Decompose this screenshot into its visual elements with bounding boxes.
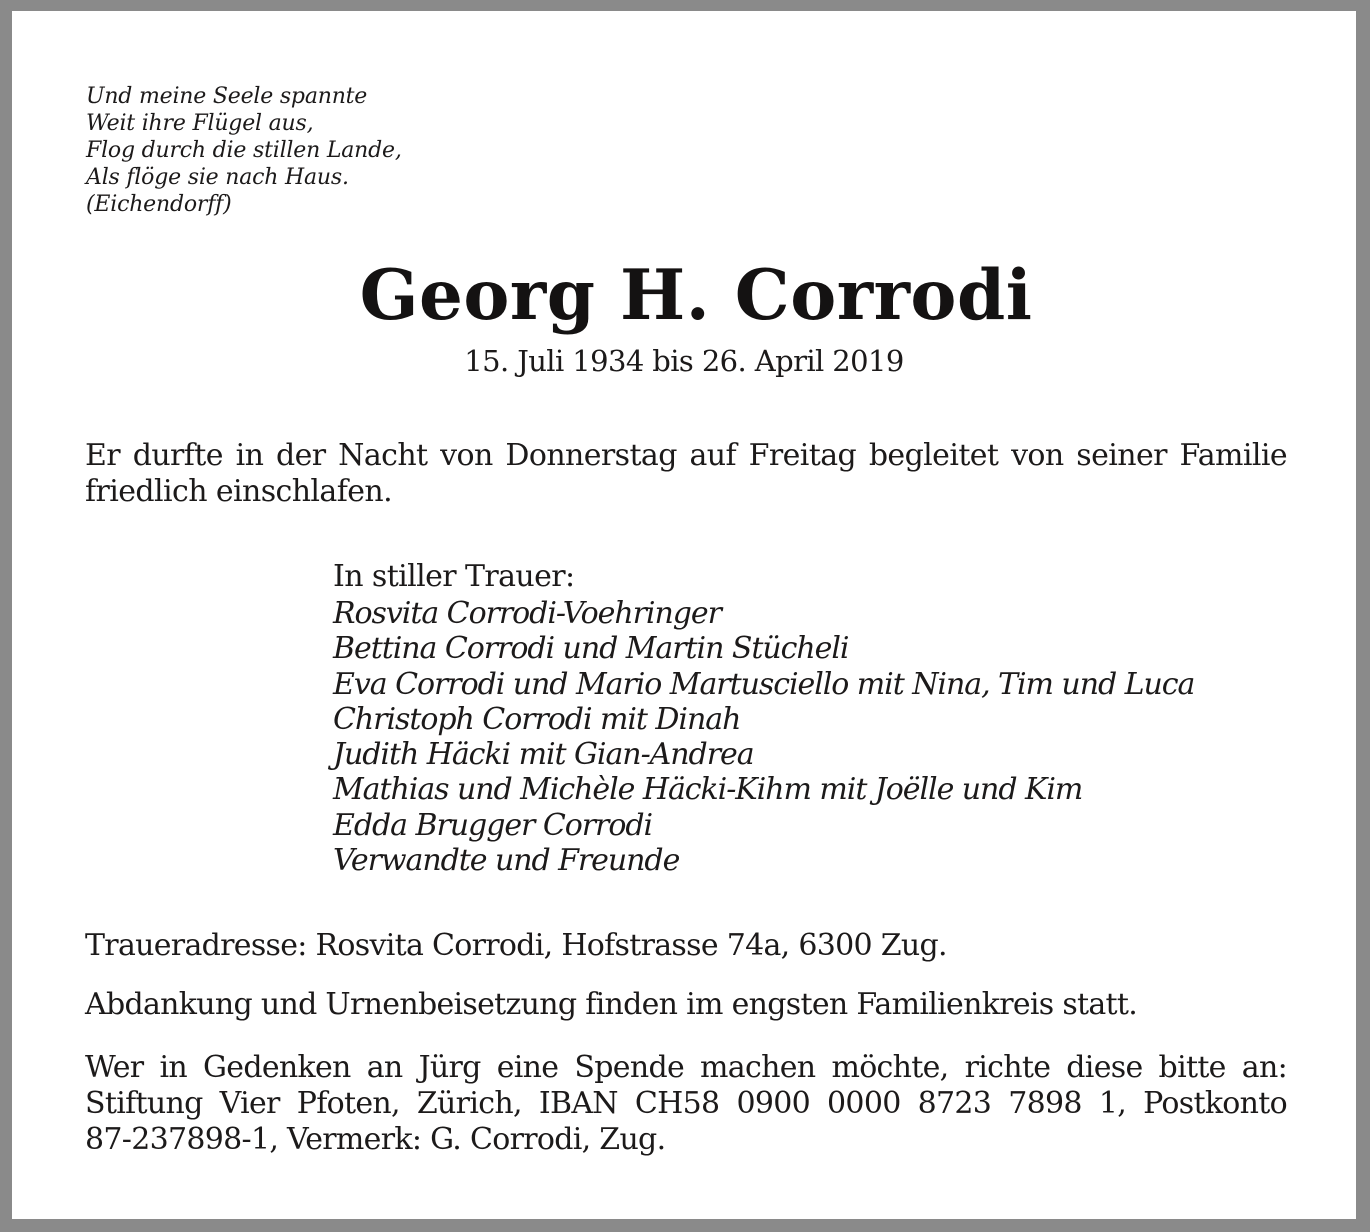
poem-quote (86, 83, 402, 218)
poem-line: Flog durch die stillen Lande, (86, 138, 402, 163)
poem-line: Und meine Seele spannte (86, 84, 368, 109)
mourner-name: Verwandte und Freunde (333, 843, 680, 879)
mourner-name: Judith Häcki mit Gian-Andrea (333, 737, 754, 773)
death-announcement: Er durfte in der Nacht von Donnerstag auf Freitag begleitet von seiner Familie friedlich einschlafen. (85, 438, 1287, 509)
mourners-list (333, 558, 1194, 878)
donation-line: 87-237898-1, Vermerk: G. Corrodi, Zug. (85, 1122, 666, 1157)
ceremony-note: Abdankung und Urnenbeisetzung finden im engsten Familienkreis statt. (85, 987, 1138, 1022)
mourner-name: Mathias und Michèle Häcki-Kihm mit Joëlle und Kim (333, 772, 1083, 808)
mourner-name: Christoph Corrodi mit Dinah (333, 701, 741, 737)
mourner-name: Eva Corrodi und Mario Martusciello mit Nina, Tim und Luca (333, 666, 1195, 702)
obituary-notice (12, 11, 1356, 1219)
poem-line: Weit ihre Flügel aus, (86, 111, 314, 136)
mourner-name: Bettina Corrodi und Martin Stücheli (333, 631, 849, 667)
donation-note (85, 1050, 1287, 1158)
mourning-address: Traueradresse: Rosvita Corrodi, Hofstrasse 74a, 6300 Zug. (85, 928, 947, 963)
mourner-name: Edda Brugger Corrodi (333, 807, 653, 843)
poem-line: Als flöge sie nach Haus. (86, 165, 349, 190)
poem-attribution: (Eichendorff) (86, 192, 232, 217)
donation-line: Stiftung Vier Pfoten, Zürich, IBAN CH58 0900 0000 8723 7898 1, Postkonto (85, 1086, 1287, 1121)
donation-line: Wer in Gedenken an Jürg eine Spende machen möchte, richte diese bitte an: (85, 1050, 1287, 1085)
mourners-label: In stiller Trauer: (333, 559, 575, 594)
deceased-name: Georg H. Corrodi (359, 255, 1033, 336)
life-dates: 15. Juli 1934 bis 26. April 2019 (464, 344, 904, 378)
mourner-name: Rosvita Corrodi-Voehringer (333, 596, 721, 631)
